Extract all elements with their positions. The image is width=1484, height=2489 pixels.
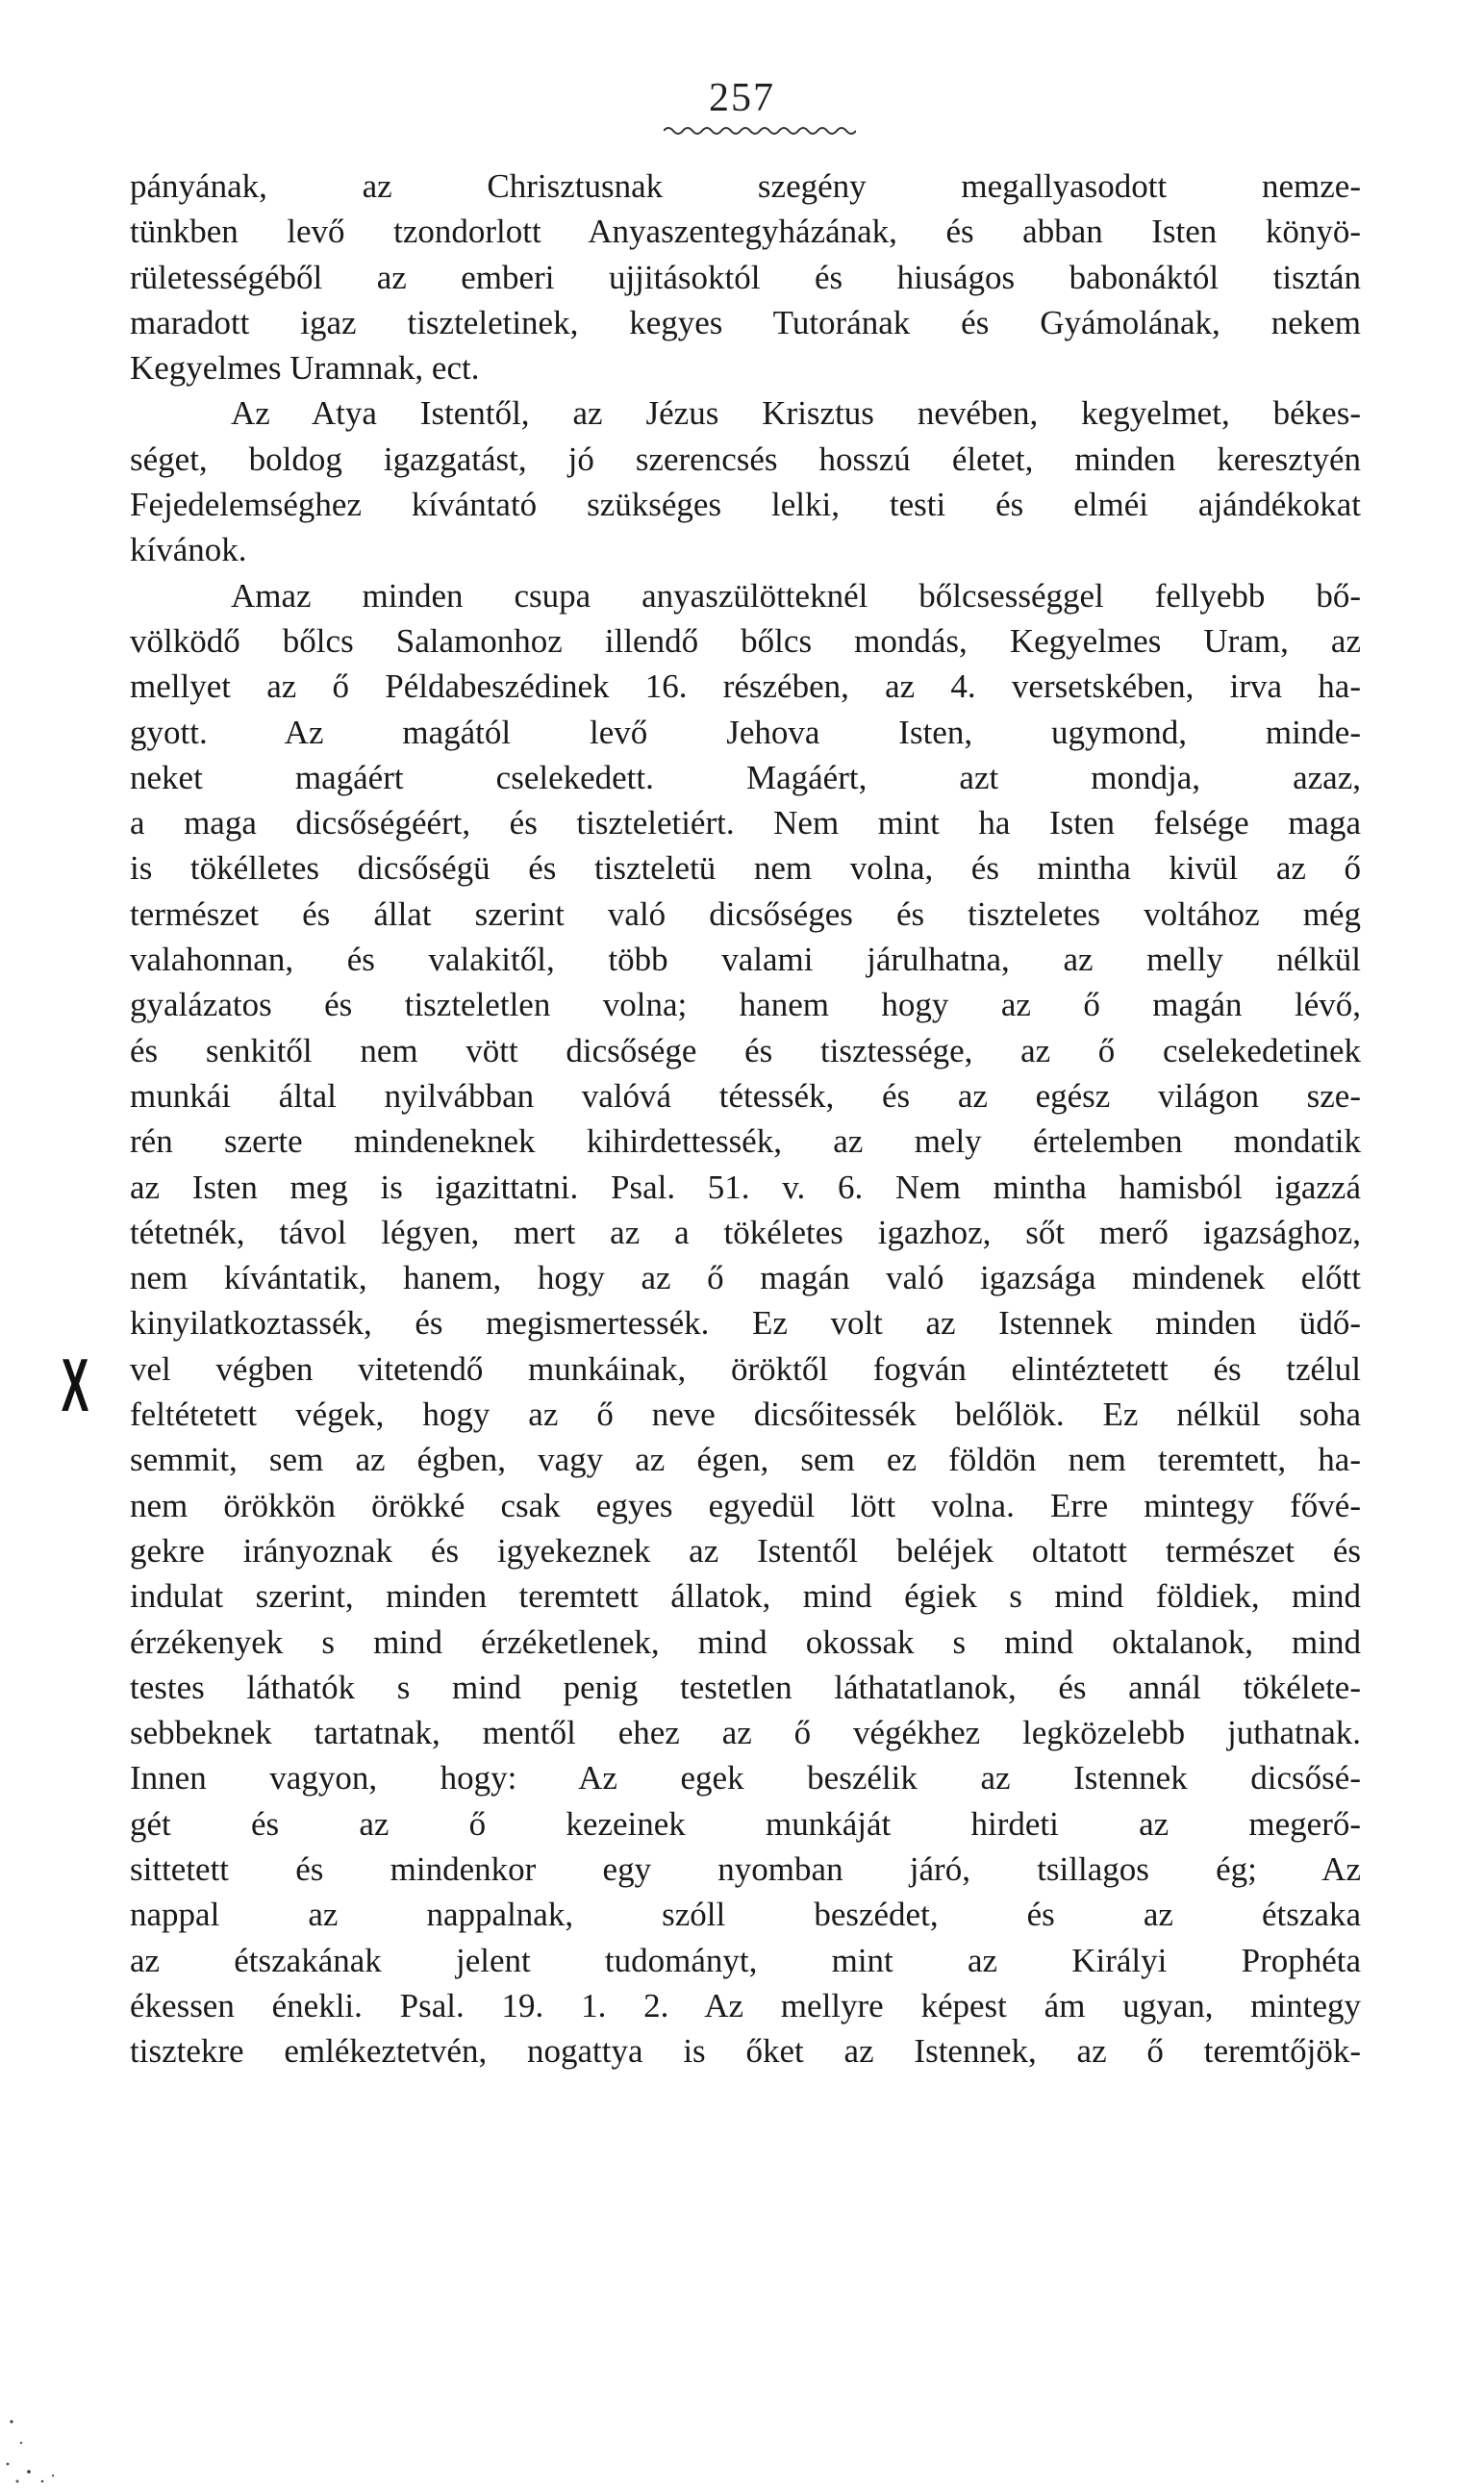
- text-line: séget, boldog igazgatást, jó szerencsés hosszú életet, minden keresztyén: [130, 440, 1361, 478]
- text-line: Amaz minden csupa anyaszülötteknél bőlcsességgel fellyebb bő-: [231, 576, 1361, 615]
- page-number: 257: [709, 76, 775, 120]
- text-line: mellyet az ő Példabeszédinek 16. részében, az 4. versetskében, irva ha-: [130, 667, 1361, 706]
- text-line: tünkben levő tzondorlott Anyaszentegyházának, és abban Isten könyö-: [130, 213, 1361, 251]
- text-line: vel végben vitetendő munkáinak, öröktől fogván elintéztetett és tzélul: [130, 1349, 1361, 1388]
- text-line: Innen vagyon, hogy: Az egek beszélik az Istennek dicsősé-: [130, 1759, 1361, 1798]
- text-line: völködő bőlcs Salamonhoz illendő bőlcs mondás, Kegyelmes Uram, az: [130, 621, 1361, 660]
- text-line: tisztekre emlékeztetvén, nogattya is őket az Istennek, az ő teremtőjök-: [130, 2032, 1361, 2071]
- text-line: kívánok.: [130, 531, 247, 569]
- text-line: is tökélletes dicsőségü és tiszteletü nem volna, és mintha kivül az ő: [130, 849, 1361, 888]
- text-line: sittetett és mindenkor egy nyomban járó, tsillagos ég; Az: [130, 1849, 1361, 1888]
- text-line: érzékenyek s mind érzéketlenek, mind okossak s mind oktalanok, mind: [130, 1622, 1361, 1661]
- text-line: Kegyelmes Uramnak, ect.: [130, 349, 480, 388]
- text-line: tétetnék, távol légyen, mert az a tökéletes igazhoz, sőt merő igazsághoz,: [130, 1213, 1361, 1251]
- text-line: a maga dicsőségéért, és tiszteletiért. Nem mint ha Isten felsége maga: [130, 804, 1361, 842]
- text-line: gyalázatos és tiszteletlen volna; hanem hogy az ő magán lévő,: [130, 986, 1361, 1024]
- body-text: [130, 163, 1361, 2074]
- text-line: neket magáért cselekedett. Magáért, azt mondja, azaz,: [130, 758, 1361, 796]
- text-line: rületességéből az emberi ujjitásoktól és hiuságos babonáktól tisztán: [130, 258, 1361, 296]
- text-line: Fejedelemséghez kívántató szükséges lelki, testi és elméi ajándékokat: [130, 486, 1361, 524]
- text-line: nem kívántatik, hanem, hogy az ő magán való igazsága mindenek előtt: [130, 1259, 1361, 1297]
- text-line: Az Atya Istentől, az Jézus Krisztus nevében, kegyelmet, békes-: [231, 394, 1361, 433]
- text-line: maradott igaz tiszteletinek, kegyes Tutorának és Gyámolának, nekem: [130, 303, 1361, 341]
- text-line: nem örökkön örökké csak egyes egyedül lött volna. Erre mintegy fővé-: [130, 1486, 1361, 1524]
- text-line: feltétetett végek, hogy az ő neve dicsőitessék belőlök. Ez nélkül soha: [130, 1395, 1361, 1434]
- text-line: az Isten meg is igazittatni. Psal. 51. v. 6. Nem mintha hamisból igazzá: [130, 1168, 1361, 1206]
- text-line: az étszakának jelent tudományt, mint az Királyi Prophéta: [130, 1941, 1361, 1979]
- scan-specks: [0, 2414, 87, 2489]
- text-line: természet és állat szerint való dicsőséges és tiszteletes voltához még: [130, 894, 1361, 933]
- text-line: nappal az nappalnak, szóll beszédet, és az étszaka: [130, 1896, 1361, 1934]
- wavy-ornament-rule: [664, 123, 856, 138]
- text-line: valahonnan, és valakitől, több valami járulhatna, az melly nélkül: [130, 941, 1361, 979]
- text-line: testes láthatók s mind penig testetlen láthatatlanok, és annál tökélete-: [130, 1668, 1361, 1706]
- text-line: pányának, az Chrisztusnak szegény megallyasodott nemze-: [130, 167, 1361, 205]
- text-line: gét és az ő kezeinek munkáját hirdeti az megerő-: [130, 1804, 1361, 1843]
- text-line: ékessen énekli. Psal. 19. 1. 2. Az mellyre képest ám ugyan, mintegy: [130, 1986, 1361, 2024]
- text-line: gekre irányoznak és igyekeznek az Istentől beléjek oltatott természet és: [130, 1531, 1361, 1570]
- text-line: sebbeknek tartatnak, mentől ehez az ő végékhez legközelebb juthatnak.: [130, 1714, 1361, 1752]
- handwritten-margin-mark: X: [61, 1343, 89, 1427]
- text-line: semmit, sem az égben, vagy az égen, sem ez földön nem teremtett, ha-: [130, 1441, 1361, 1479]
- text-line: gyott. Az magától levő Jehova Isten, ugymond, minde-: [130, 713, 1361, 751]
- text-line: kinyilatkoztassék, és megismertessék. Ez volt az Istennek minden üdő-: [130, 1304, 1361, 1343]
- text-line: indulat szerint, minden teremtett állatok, mind égiek s mind földiek, mind: [130, 1577, 1361, 1616]
- text-line: rén szerte mindeneknek kihirdettessék, az mely értelemben mondatik: [130, 1122, 1361, 1161]
- text-line: munkái által nyilvábban valóvá tétessék, és az egész világon sze-: [130, 1076, 1361, 1115]
- text-line: és senkitől nem vött dicsősége és tisztessége, az ő cselekedetinek: [130, 1031, 1361, 1069]
